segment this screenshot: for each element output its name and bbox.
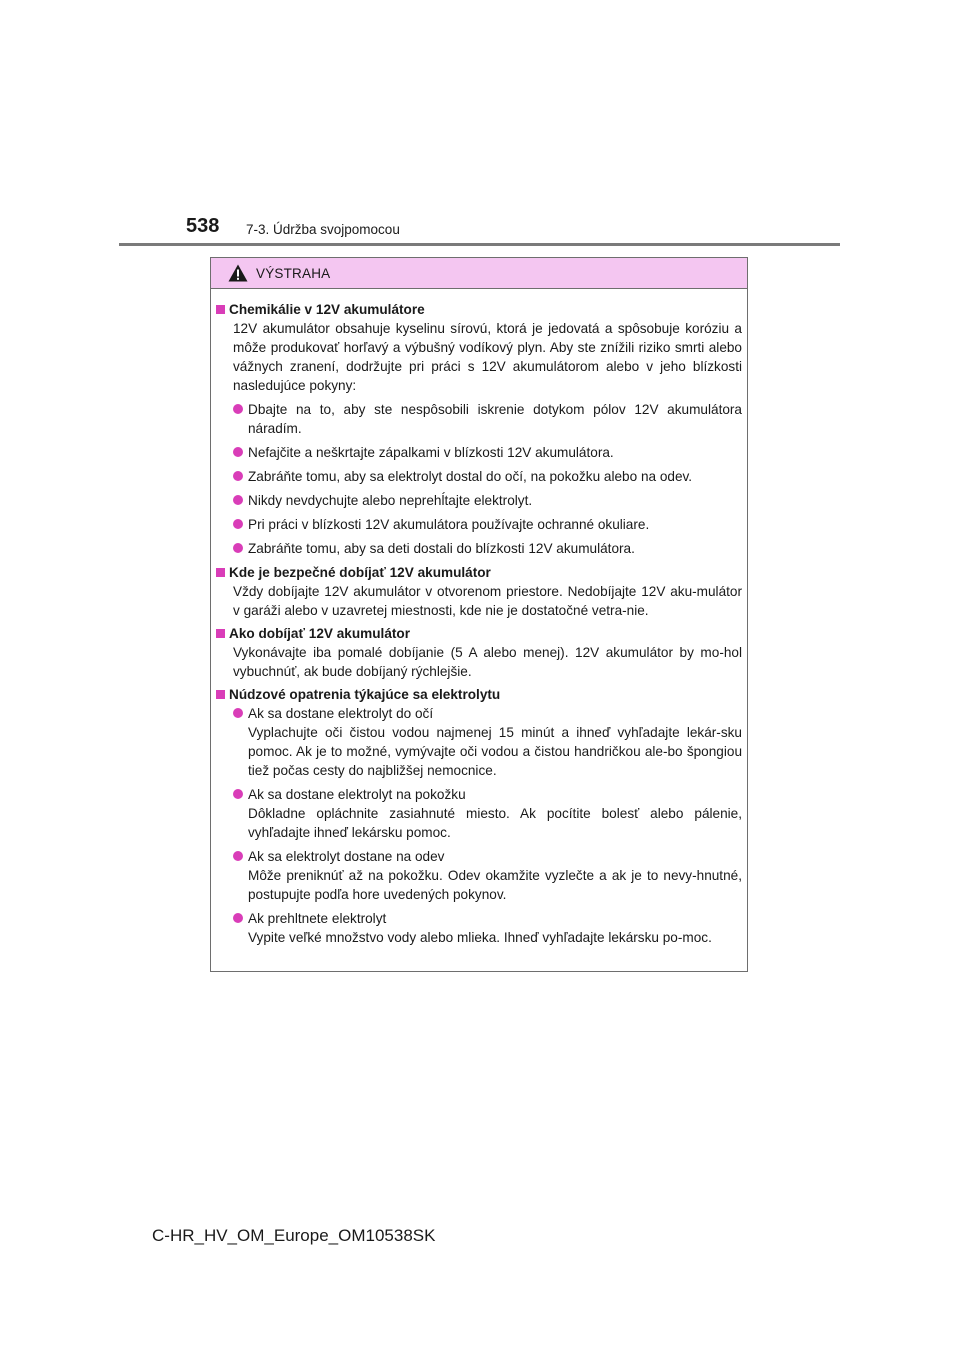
document-code: C-HR_HV_OM_Europe_OM10538SK — [152, 1226, 436, 1245]
item-text: Môže preniknúť až na pokožku. Odev okamžite vyzlečte a ak je to nevy-hnutné, postupujte podľa hore uvedených pokynov. — [248, 868, 742, 902]
list-item: Zabráňte tomu, aby sa deti dostali do blízkosti 12V akumulátora. — [233, 539, 742, 558]
square-bullet-icon — [216, 568, 225, 577]
warning-box — [210, 257, 748, 972]
warning-title: VÝSTRAHA — [256, 265, 331, 281]
round-bullet-icon — [233, 543, 243, 553]
page-number: 538 — [186, 215, 220, 237]
round-bullet-icon — [233, 913, 243, 923]
warning-body — [211, 289, 747, 947]
round-bullet-icon — [233, 851, 243, 861]
list-item — [233, 847, 742, 904]
section-heading: Núdzové opatrenia týkajúce sa elektrolytu — [229, 687, 501, 702]
list-item — [233, 909, 742, 947]
list-item: Nikdy nevdychujte alebo neprehĺtajte elektrolyt. — [233, 491, 742, 510]
item-text: Vyplachujte oči čistou vodou najmenej 15 minút a ihneď vyhľadajte lekár-sku pomoc. Ak je to možné, vymývajte oči vodou a čistou handričkou ale-bo špongiou tiež počas cesty do najbližšej nemocnice. — [248, 725, 742, 778]
list-item: Zabráňte tomu, aby sa elektrolyt dostal do očí, na pokožku alebo na odev. — [233, 467, 742, 486]
square-bullet-icon — [216, 629, 225, 638]
list-item: Nefajčite a neškrtajte zápalkami v blízkosti 12V akumulátora. — [233, 443, 742, 462]
round-bullet-icon — [233, 495, 243, 505]
round-bullet-icon — [233, 789, 243, 799]
item-title: Ak prehltnete elektrolyt — [248, 911, 387, 926]
warning-section-emergency — [216, 685, 742, 947]
square-bullet-icon — [216, 690, 225, 699]
section-paragraph: Vykonávajte iba pomalé dobíjanie (5 A alebo menej). 12V akumulátor by mo-hol vybuchnúť, ak bude dobíjaný rýchlejšie. — [233, 645, 742, 679]
round-bullet-icon — [233, 519, 243, 529]
section-paragraph: Vždy dobíjajte 12V akumulátor v otvorenom priestore. Nedobíjajte 12V aku-mulátor v garáži alebo v uzavretej miestnosti, kde nie je dostatočné vetra-nie. — [233, 584, 742, 618]
section-heading: Ako dobíjať 12V akumulátor — [229, 626, 411, 641]
section-heading: Kde je bezpečné dobíjať 12V akumulátor — [229, 565, 491, 580]
round-bullet-icon — [233, 404, 243, 414]
warning-section-how-to-charge — [216, 624, 742, 681]
item-title: Ak sa dostane elektrolyt do očí — [248, 706, 434, 721]
bullet-list — [216, 400, 742, 558]
list-item — [233, 704, 742, 780]
section-paragraph: 12V akumulátor obsahuje kyselinu sírovú, ktorá je jedovatá a spôsobuje koróziu a môže produkovať horľavý a výbušný vodíkový plyn. Aby ste znížili riziko smrti alebo vážnych zranení, dodržujte pri práci s 12V akumulátorom alebo v jeho blízkosti nasledujúce pokyny: — [233, 321, 742, 393]
warning-triangle-icon — [228, 264, 248, 282]
item-title: Ak sa elektrolyt dostane na odev — [248, 849, 445, 864]
header-rule — [119, 243, 840, 246]
round-bullet-icon — [233, 708, 243, 718]
list-item: Dbajte na to, aby ste nespôsobili iskrenie dotykom pólov 12V akumulátora náradím. — [233, 400, 742, 438]
warning-header — [211, 258, 747, 289]
round-bullet-icon — [233, 471, 243, 481]
warning-section-chemicals — [216, 300, 742, 558]
round-bullet-icon — [233, 447, 243, 457]
section-heading: Chemikálie v 12V akumulátore — [229, 302, 425, 317]
list-item: Pri práci v blízkosti 12V akumulátora používajte ochranné okuliare. — [233, 515, 742, 534]
square-bullet-icon — [216, 305, 225, 314]
list-item — [233, 785, 742, 842]
warning-section-where-to-charge — [216, 563, 742, 620]
item-title: Ak sa dostane elektrolyt na pokožku — [248, 787, 466, 802]
item-text: Vypite veľké množstvo vody alebo mlieka. Ihneď vyhľadajte lekársku po-moc. — [248, 930, 712, 945]
section-title: 7-3. Údržba svojpomocou — [246, 222, 400, 237]
bullet-list — [216, 704, 742, 947]
item-text: Dôkladne opláchnite zasiahnuté miesto. Ak pocítite bolesť alebo pálenie, vyhľadajte ihneď lekársku pomoc. — [248, 806, 742, 840]
